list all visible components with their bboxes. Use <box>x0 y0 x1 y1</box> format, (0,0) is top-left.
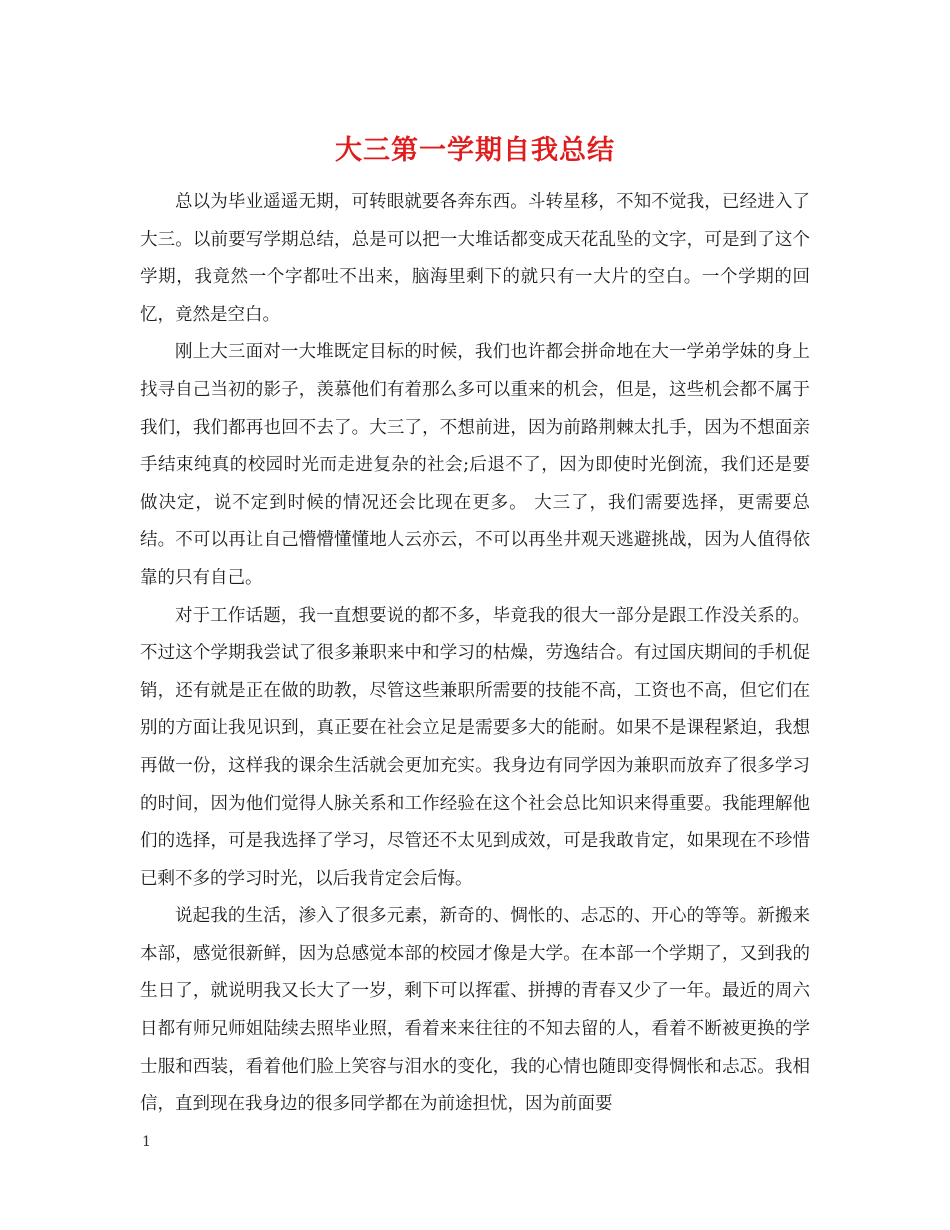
paragraph-1: 总以为毕业遥遥无期，可转眼就要各奔东西。斗转星移，不知不觉我，已经进入了大三。以前要写学期总结，总是可以把一大堆话都变成天花乱坠的文字，可是到了这个学期，我竟然一个字都吐不出来，脑海里剩下的就只有一大片的空白。一个学期的回忆，竟然是空白。 <box>140 192 810 325</box>
paragraph-4: 说起我的生活，渗入了很多元素，新奇的、惆怅的、忐忑的、开心的等等。新搬来本部，感觉很新鲜，因为总感觉本部的校园才像是大学。在本部一个学期了，又到我的生日了，就说明我又长大了一岁，剩下可以挥霍、拼搏的青春又少了一年。最近的周六日都有师兄师姐陆续去照毕业照，看着来来往往的不知去留的人，看着不断被更换的学士服和西装，看着他们脸上笑容与泪水的变化，我的心情也随即变得惆怅和忐忑。我相信，直到现在我身边的很多同学都在为前途担忧，因为前面要 <box>140 906 810 1115</box>
document-title: 大三第一学期自我总结 <box>335 135 615 166</box>
document-body <box>140 184 810 1124</box>
paragraph-3: 对于工作话题，我一直想要说的都不多，毕竟我的很大一部分是跟工作没关系的。不过这个学期我尝试了很多兼职来中和学习的枯燥，劳逸结合。有过国庆期间的手机促销，还有就是正在做的助教，尽管这些兼职所需要的技能不高，工资也不高，但它们在别的方面让我见识到，真正要在社会立足是需要多大的能耐。如果不是课程紧迫，我想再做一份，这样我的课余生活就会更加充实。我身边有同学因为兼职而放弃了很多学习的时间，因为他们觉得人脉关系和工作经验在这个社会总比知识来得重要。我能理解他们的选择，可是我选择了学习，尽管还不太见到成效，可是我敢肯定，如果现在不珍惜已剩不多的学习时光，以后我肯定会后悔。 <box>140 605 810 889</box>
paragraph-2: 刚上大三面对一大堆既定目标的时候，我们也许都会拼命地在大一学弟学妹的身上找寻自己当初的影子，羡慕他们有着那么多可以重来的机会，但是，这些机会都不属于我们，我们都再也回不去了。大三了，不想前进，因为前路荆棘太扎手，因为不想面亲手结束纯真的校园时光而走进复杂的社会;后退不了，因为即使时光倒流，我们还是要做决定，说不定到时候的情况还会比现在更多。 大三了，我们需要选择，更需要总结。不可以再让自己懵懵懂懂地人云亦云，不可以再坐井观天逃避挑战，因为人值得依靠的只有自己。 <box>140 342 810 588</box>
page-number: 1 <box>142 1134 151 1150</box>
